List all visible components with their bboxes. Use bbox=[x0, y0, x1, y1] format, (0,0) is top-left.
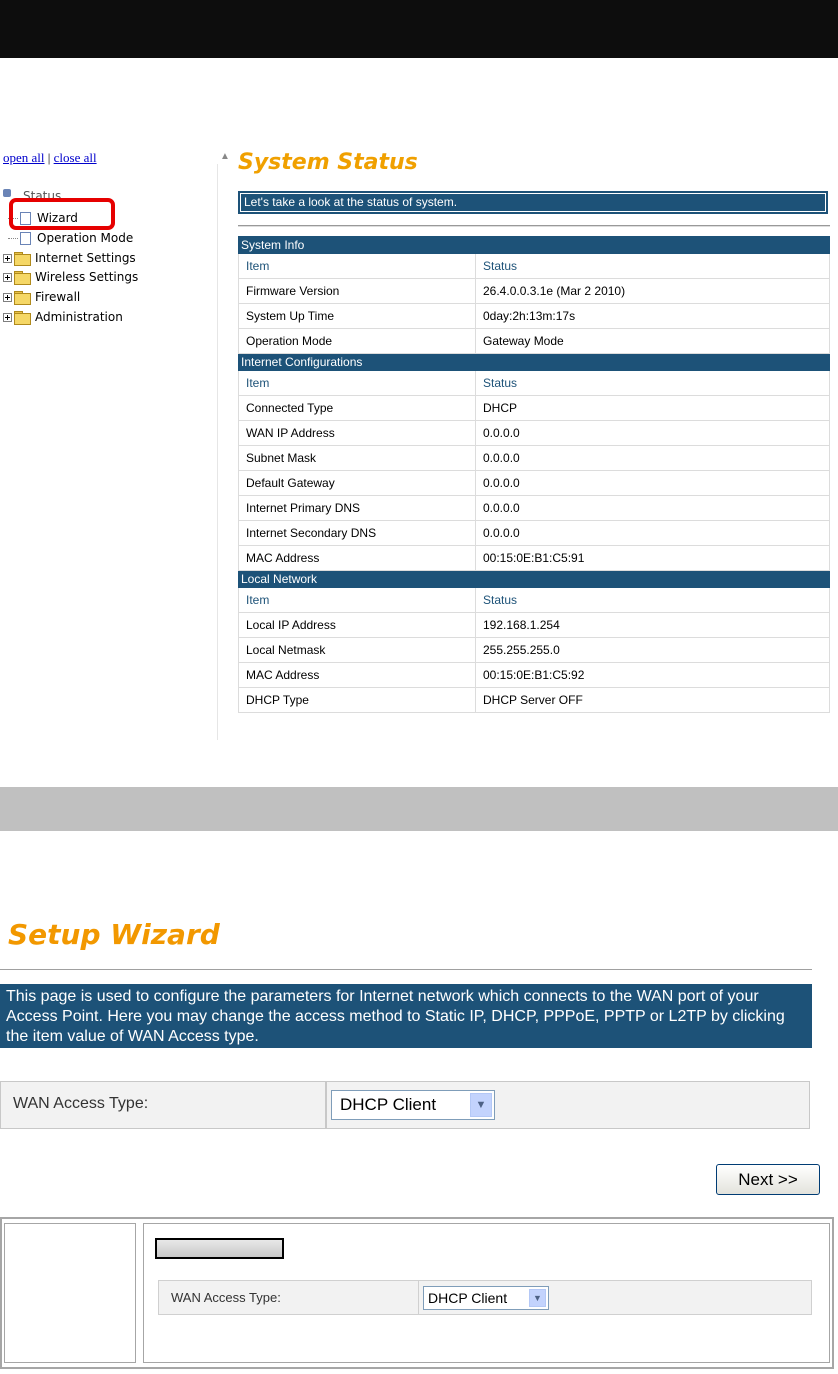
item-cell: System Up Time bbox=[239, 304, 476, 329]
table-row bbox=[239, 521, 830, 546]
expand-plus-icon[interactable] bbox=[3, 293, 12, 302]
wan-access-type-select[interactable] bbox=[331, 1090, 495, 1120]
next-button[interactable]: Next >> bbox=[716, 1164, 820, 1195]
item-cell: MAC Address bbox=[239, 546, 476, 571]
status-cell: DHCP Server OFF bbox=[476, 688, 830, 713]
table-row bbox=[239, 546, 830, 571]
tree-item-internet-settings[interactable]: Internet Settings bbox=[3, 250, 136, 266]
table-row bbox=[239, 329, 830, 354]
column-header: Status bbox=[476, 371, 830, 396]
scroll-up-arrow-icon[interactable]: ▲ bbox=[220, 151, 230, 162]
status-cell: 192.168.1.254 bbox=[476, 613, 830, 638]
example-blank-button[interactable] bbox=[155, 1238, 284, 1259]
column-header: Status bbox=[476, 254, 830, 279]
expand-plus-icon[interactable] bbox=[3, 273, 12, 282]
tree-item-operation-mode[interactable]: Operation Mode bbox=[8, 230, 133, 246]
expand-plus-icon[interactable] bbox=[3, 313, 12, 322]
status-cell: 0.0.0.0 bbox=[476, 471, 830, 496]
status-cell: 0day:2h:13m:17s bbox=[476, 304, 830, 329]
example-wan-access-type-value: DHCP Client bbox=[428, 1290, 508, 1306]
item-cell: Local IP Address bbox=[239, 613, 476, 638]
status-cell: 0.0.0.0 bbox=[476, 421, 830, 446]
example-wan-access-type-select[interactable] bbox=[423, 1286, 549, 1310]
item-cell: Internet Secondary DNS bbox=[239, 521, 476, 546]
chevron-down-icon[interactable]: ▼ bbox=[470, 1093, 492, 1117]
chevron-down-icon[interactable]: ▼ bbox=[529, 1289, 546, 1307]
tree-item-administration[interactable]: Administration bbox=[3, 309, 123, 325]
item-cell: Firmware Version bbox=[239, 279, 476, 304]
table-row bbox=[239, 471, 830, 496]
example-left-cell bbox=[4, 1223, 136, 1363]
table-header-row bbox=[239, 254, 830, 279]
link-separator: | bbox=[47, 150, 51, 165]
scrollbar-track[interactable] bbox=[217, 164, 233, 740]
top-banner bbox=[0, 0, 838, 58]
status-cell: 00:15:0E:B1:C5:91 bbox=[476, 546, 830, 571]
folder-icon bbox=[14, 311, 30, 323]
system-status-table bbox=[238, 236, 830, 713]
example-wan-access-type-label: WAN Access Type: bbox=[159, 1281, 419, 1314]
tree-item-firewall[interactable]: Firewall bbox=[3, 289, 80, 305]
wan-access-type-row bbox=[0, 1081, 810, 1129]
system-status-title: System Status bbox=[238, 150, 418, 175]
status-cell: 26.4.0.0.3.1e (Mar 2 2010) bbox=[476, 279, 830, 304]
table-header-row bbox=[239, 371, 830, 396]
status-icon bbox=[3, 189, 11, 197]
status-cell: 0.0.0.0 bbox=[476, 496, 830, 521]
item-cell: WAN IP Address bbox=[239, 421, 476, 446]
table-row bbox=[239, 496, 830, 521]
system-status-description: Let's take a look at the status of system. bbox=[238, 191, 828, 214]
section-header: Internet Configurations bbox=[239, 354, 830, 371]
status-cell: 255.255.255.0 bbox=[476, 638, 830, 663]
setup-wizard-title: Setup Wizard bbox=[8, 918, 220, 951]
table-row bbox=[239, 304, 830, 329]
column-header: Status bbox=[476, 588, 830, 613]
item-cell: DHCP Type bbox=[239, 688, 476, 713]
tree-item-wireless-settings[interactable]: Wireless Settings bbox=[3, 269, 138, 285]
setup-wizard-description: This page is used to configure the parameters for Internet network which connects to the WAN port of your Access Point. Here you may change the access method to Static IP, DHCP, PPPoE, PPTP or L2TP by clicking the item value of WAN Access type. bbox=[0, 984, 812, 1048]
table-row bbox=[239, 396, 830, 421]
status-cell: DHCP bbox=[476, 396, 830, 421]
item-cell: MAC Address bbox=[239, 663, 476, 688]
open-all-link[interactable]: open all bbox=[3, 150, 45, 165]
item-cell: Connected Type bbox=[239, 396, 476, 421]
wan-access-type-value: DHCP Client bbox=[340, 1095, 437, 1114]
status-cell: 00:15:0E:B1:C5:92 bbox=[476, 663, 830, 688]
table-row bbox=[239, 421, 830, 446]
status-cell: 0.0.0.0 bbox=[476, 446, 830, 471]
column-header: Item bbox=[239, 254, 476, 279]
divider bbox=[238, 225, 830, 227]
page-icon bbox=[20, 232, 31, 245]
folder-icon bbox=[14, 291, 30, 303]
expand-plus-icon[interactable] bbox=[3, 254, 12, 263]
table-header-row bbox=[239, 588, 830, 613]
table-row bbox=[239, 688, 830, 713]
section-header: System Info bbox=[239, 237, 830, 254]
table-row bbox=[239, 613, 830, 638]
wizard-highlight-box bbox=[9, 198, 115, 230]
item-cell: Internet Primary DNS bbox=[239, 496, 476, 521]
folder-icon bbox=[14, 252, 30, 264]
item-cell: Subnet Mask bbox=[239, 446, 476, 471]
table-row bbox=[239, 446, 830, 471]
tree-item-wizard[interactable]: Wizard bbox=[8, 210, 78, 226]
tree-toggle-links bbox=[3, 150, 97, 166]
status-cell: 0.0.0.0 bbox=[476, 521, 830, 546]
divider bbox=[0, 969, 812, 970]
status-cell: Gateway Mode bbox=[476, 329, 830, 354]
section-gray-bar bbox=[0, 787, 838, 831]
wan-access-type-label: WAN Access Type: bbox=[1, 1082, 327, 1128]
table-row bbox=[239, 638, 830, 663]
item-cell: Local Netmask bbox=[239, 638, 476, 663]
tree-item-status[interactable]: Status bbox=[3, 188, 61, 199]
column-header: Item bbox=[239, 371, 476, 396]
table-row bbox=[239, 663, 830, 688]
item-cell: Default Gateway bbox=[239, 471, 476, 496]
column-header: Item bbox=[239, 588, 476, 613]
section-header: Local Network bbox=[239, 571, 830, 588]
folder-icon bbox=[14, 271, 30, 283]
item-cell: Operation Mode bbox=[239, 329, 476, 354]
close-all-link[interactable]: close all bbox=[53, 150, 97, 165]
table-row bbox=[239, 279, 830, 304]
example-wan-access-type-row bbox=[158, 1280, 812, 1315]
